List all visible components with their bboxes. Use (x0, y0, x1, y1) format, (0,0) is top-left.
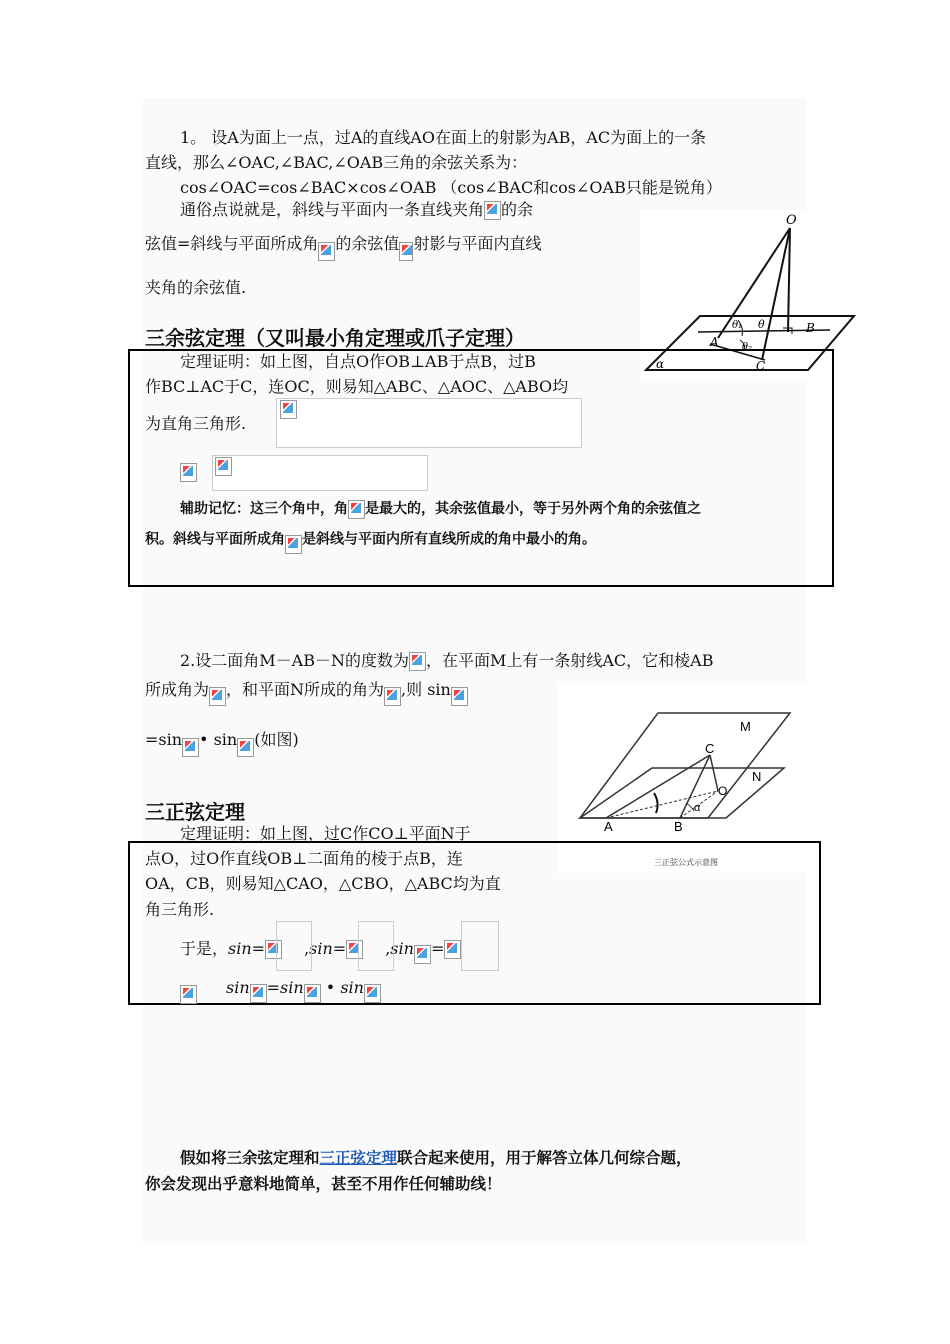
three-sine-theorem-link[interactable]: 三正弦定理 (319, 1149, 398, 1167)
section-2-line-1: 2.设二面角M－AB－N的度数为 ，在平面M上有一条射线AC，它和棱AB (180, 651, 714, 670)
figure-label-o: O (718, 784, 728, 798)
formula-frame (461, 921, 499, 971)
formula-image-icon (451, 687, 468, 706)
sine-product-line: sin =sin • sin (226, 974, 381, 1003)
section-2-line-3: =sin • sin (如图) (145, 724, 299, 757)
figure-label-theta: θ (758, 318, 765, 331)
formula-image-icon (304, 984, 321, 1003)
proof-2-line-4: 角三角形. (145, 900, 215, 919)
formula-image-icon (182, 738, 199, 757)
figure-label-a: A (710, 335, 719, 349)
proof-1-line-2: 作BC⊥AC于C，连OC，则易知△ABC、△AOC、△ABO均 (145, 377, 569, 396)
formula-image-icon (250, 984, 267, 1003)
formula-frame (358, 921, 394, 971)
paragraph-1-line-2: 直线，那么∠OAC,∠BAC,∠OAB三角的余弦关系为： (145, 153, 528, 172)
figure-label-theta2: θ₂ (742, 342, 753, 353)
formula-image-icon (280, 400, 297, 419)
section-2-line-2: 所成角为 ，和平面N所成的角为 ,则 sin (145, 675, 468, 706)
formula-image-icon (444, 940, 461, 959)
figure-label-alpha: α (694, 802, 701, 814)
formula-image-icon (348, 500, 365, 519)
figure-label-b: B (674, 819, 683, 834)
figure-label-a: A (604, 819, 613, 834)
sine-ratios-line: 于是，sin= ,sin= ,sin = (180, 935, 461, 964)
formula-image-icon (237, 738, 254, 757)
heading-three-cosine-theorem: 三余弦定理（又叫最小角定理或爪子定理） (145, 326, 525, 350)
formula-image-icon (215, 457, 232, 476)
formula-frame (212, 455, 428, 491)
figure-label-m: M (740, 719, 751, 734)
figure-label-c: C (705, 741, 715, 756)
proof-1-line-3: 为直角三角形. (145, 414, 247, 433)
formula-image-icon (484, 201, 501, 220)
figure-label-alpha: α (656, 357, 665, 371)
formula-image-icon (180, 463, 197, 482)
conclusion-line-2: 你会发现出乎意料地简单，甚至不用作任何辅助线！ (145, 1175, 502, 1193)
cosine-formula: cos∠OAC=cos∠BAC×cos∠OAB （cos∠BAC和cos∠OAB只能是锐角） (180, 178, 722, 197)
heading-three-sine-theorem: 三正弦定理 (145, 800, 245, 824)
formula-image-icon (364, 984, 381, 1003)
formula-image-icon (180, 985, 197, 1004)
formula-image-icon (409, 652, 426, 671)
formula-image-icon (399, 242, 413, 261)
formula-image-icon (384, 687, 401, 706)
paragraph-1-line-1: 1。 设A为面上一点，过A的直线AO在面上的射影为AB，AC为面上的一条 (180, 128, 707, 147)
figure-label-b: B (806, 321, 815, 335)
figure-caption: 三正弦公式示意图 (654, 858, 718, 867)
formula-frame (276, 921, 312, 971)
memo-line-2: 积。斜线与平面所成角 是斜线与平面内所有直线所成的角中最小的角。 (145, 525, 596, 554)
figure-label-n: N (752, 769, 762, 784)
figure-label-o: O (786, 213, 797, 228)
paragraph-2-line-1: 通俗点说就是，斜线与平面内一条直线夹角 的余 (180, 200, 534, 219)
paragraph-2-line-3: 夹角的余弦值. (145, 278, 247, 297)
paragraph-2-line-2: 弦值=斜线与平面所成角 的余弦值 射影与平面内直线 (145, 228, 541, 261)
proof-2-line-2: 点O，过O作直线OB⊥二面角的棱于点B，连 (145, 849, 463, 868)
conclusion-line-1: 假如将三余弦定理和三正弦定理联合起来使用，用于解答立体几何综合题， (180, 1149, 692, 1167)
proof-2-line-3: OA，CB，则易知△CAO，△CBO，△ABC均为直 (145, 874, 501, 893)
formula-image-icon (318, 242, 335, 261)
formula-image-icon (209, 687, 226, 706)
figure-label-c: C (756, 359, 766, 373)
memo-line-1: 辅助记忆：这三个角中，角 是最大的，其余弦值最小，等于另外两个角的余弦值之 (180, 501, 701, 517)
formula-image-icon (414, 945, 431, 964)
formula-frame (276, 398, 582, 448)
figure-label-theta1: θ₁ (732, 320, 743, 331)
formula-image-icon (285, 535, 302, 554)
proof-2-line-1: 定理证明：如上图，过C作CO⊥平面N于 (180, 824, 471, 843)
proof-1-line-1: 定理证明：如上图，自点O作OB⊥AB于点B，过B (180, 352, 536, 371)
